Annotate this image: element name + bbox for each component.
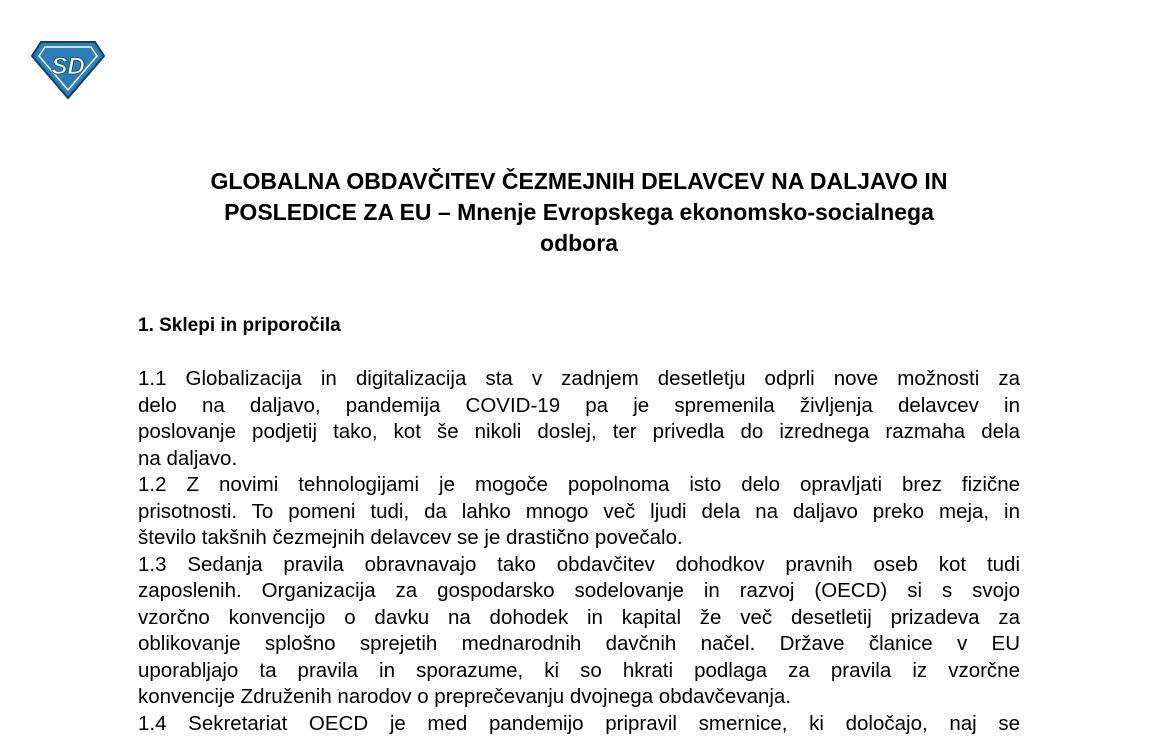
section-heading: 1. Sklepi in priporočila [138, 315, 341, 336]
body-line: konvencije Združenih narodov o preprečevanju dvojnega obdavčevanja. [138, 685, 792, 708]
body-line: poslovanje podjetij tako, kot še nikoli doslej, ter privedla do izrednega razmaha dela [138, 420, 1020, 443]
diamond-sd-logo-icon [31, 40, 105, 100]
title-line-3: odbora [540, 230, 618, 256]
body-line: zaposlenih. Organizacija za gospodarsko sodelovanje in razvoj (OECD) si s svojo [138, 579, 1020, 602]
title-line-1: GLOBALNA OBDAVČITEV ČEZMEJNIH DELAVCEV NA DALJAVO IN [210, 168, 948, 194]
body-line: 1.4 Sekretariat OECD je med pandemijo pripravil smernice, ki določajo, naj se [138, 711, 1020, 735]
body-line: število takšnih čezmejnih delavcev se je drastično povečalo. [138, 526, 683, 549]
document-title [138, 166, 1020, 259]
body-line: vzorčno konvencijo o davku na dohodek in kapital že več desetletij prizadeva za [138, 605, 1020, 629]
logo-text: SD [51, 53, 85, 80]
body-line: prisotnosti. To pomeni tudi, da lahko mnogo več ljudi dela na daljavo preko meja, in [138, 499, 1020, 523]
body-line: 1.2 Z novimi tehnologijami je mogoče popolnoma isto delo opravljati brez fizične [138, 473, 1020, 496]
section-body [138, 366, 1020, 737]
body-line: 1.1 Globalizacija in digitalizacija sta v zadnjem desetletju odprli nove možnosti za [138, 367, 1020, 390]
title-line-2: POSLEDICE ZA EU – Mnenje Evropskega ekonomsko-socialnega [224, 199, 934, 225]
body-line: oblikovanje splošno sprejetih mednarodnih davčnih načel. Države članice v EU [138, 632, 1020, 655]
body-line: na daljavo. [138, 446, 238, 470]
body-line: delo na daljavo, pandemija COVID-19 pa je spremenila življenja delavcev in [138, 393, 1020, 417]
body-line: 1.3 Sedanja pravila obravnavajo tako obdavčitev dohodkov pravnih oseb kot tudi [138, 552, 1020, 576]
body-line: uporabljajo ta pravila in sporazume, ki so hkrati podlaga za pravila iz vzorčne [138, 658, 1020, 682]
